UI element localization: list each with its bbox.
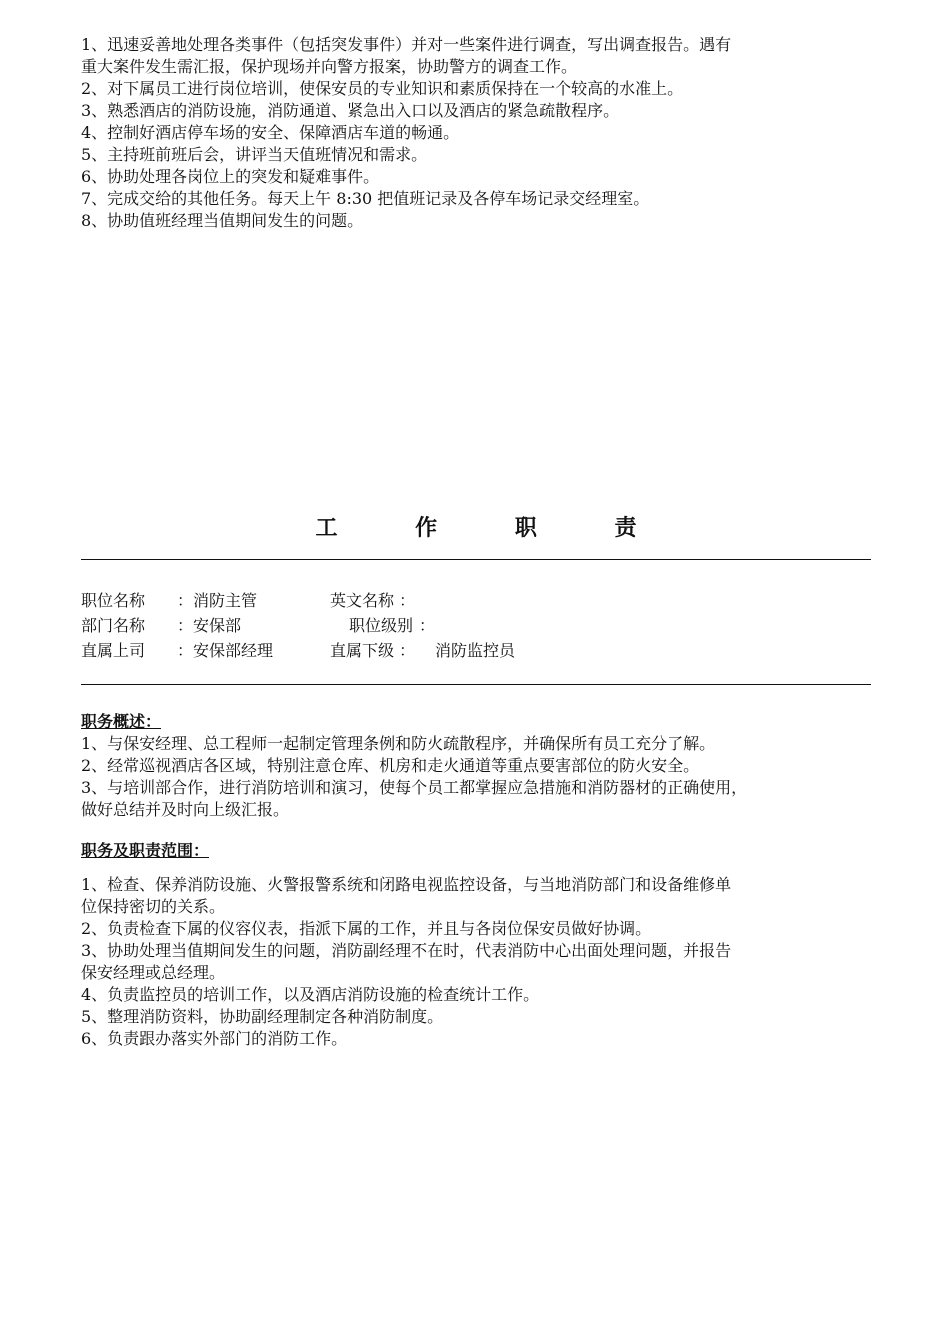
list-item: 2、负责检查下属的仪容仪表，指派下属的工作，并且与各岗位保安员做好协调。: [81, 919, 652, 938]
level-value: ：: [419, 616, 436, 635]
level-label: 职位级别: [349, 616, 414, 635]
superior-label: 直属上司: [81, 641, 146, 660]
list-item: 重大案件发生需汇报，保护现场并向警方报案，协助警方的调查工作。: [81, 57, 578, 76]
divider-top: [81, 559, 871, 560]
subordinate-value: 消防监控员: [435, 641, 516, 660]
list-item: 5、整理消防资料，协助副经理制定各种消防制度。: [81, 1007, 444, 1026]
list-item: 3、熟悉酒店的消防设施，消防通道、紧急出入口以及酒店的紧急疏散程序。: [81, 101, 620, 120]
list-item: 8、协助值班经理当值期间发生的问题。: [81, 211, 364, 230]
list-item: 2、对下属员工进行岗位培训，使保安员的专业知识和素质保持在一个较高的水准上。: [81, 79, 684, 98]
list-item: 3、与培训部合作，进行消防培训和演习，使每个员工都掌握应急措施和消防器材的正确使用，: [81, 778, 748, 797]
title-char: 作: [415, 515, 438, 541]
list-item: 做好总结并及时向上级汇报。: [81, 800, 290, 819]
subordinate-label: 直属下级 ：: [330, 641, 416, 660]
info-row-superior: [81, 638, 871, 663]
list-item: 3、协助处理当值期间发生的问题，消防副经理不在时，代表消防中心出面处理问题，并报告: [81, 941, 732, 960]
department-value: ：安保部: [177, 616, 242, 635]
scope-section: [81, 840, 871, 1050]
position-info: [81, 588, 871, 663]
list-item: 1、迅速妥善地处理各类事件（包括突发事件）并对一些案件进行调查，写出调查报告。遇有: [81, 35, 732, 54]
overview-heading: 职务概述：: [81, 712, 162, 731]
list-item: 保安经理或总经理。: [81, 963, 226, 982]
list-item: 4、负责监控员的培训工作，以及酒店消防设施的检查统计工作。: [81, 985, 540, 1004]
list-item: 7、完成交给的其他任务。每天上午 8:30 把值班记录及各停车场记录交经理室。: [81, 189, 650, 208]
position-name-value: ：消防主管: [177, 591, 258, 610]
page-title: [81, 511, 871, 542]
list-item: 5、主持班前班后会，讲评当天值班情况和需求。: [81, 145, 428, 164]
list-item: 1、与保安经理、总工程师一起制定管理条例和防火疏散程序，并确保所有员工充分了解。: [81, 734, 716, 753]
list-item: 4、控制好酒店停车场的安全、保障酒店车道的畅通。: [81, 123, 460, 142]
department-label: 部门名称: [81, 616, 146, 635]
list-item: 1、检查、保养消防设施、火警报警系统和闭路电视监控设备，与当地消防部门和设备维修单: [81, 875, 732, 894]
list-item: 6、协助处理各岗位上的突发和疑难事件。: [81, 167, 380, 186]
superior-value: ：安保部经理: [177, 641, 274, 660]
title-char: 责: [614, 515, 637, 541]
english-name-label: 英文名称 ：: [330, 591, 416, 610]
info-row-position: [81, 588, 871, 613]
list-item: 位保持密切的关系。: [81, 897, 226, 916]
top-duty-list: [81, 34, 871, 232]
list-item: 6、负责跟办落实外部门的消防工作。: [81, 1029, 348, 1048]
divider-bottom: [81, 684, 871, 685]
position-name-label: 职位名称: [81, 591, 146, 610]
list-item: 2、经常巡视酒店各区域，特别注意仓库、机房和走火通道等重点要害部位的防火安全。: [81, 756, 700, 775]
overview-section: [81, 711, 871, 821]
info-row-department: [81, 613, 871, 638]
title-char: 工: [315, 515, 338, 541]
title-char: 职: [514, 515, 537, 541]
scope-heading: 职务及职责范围：: [81, 841, 210, 860]
